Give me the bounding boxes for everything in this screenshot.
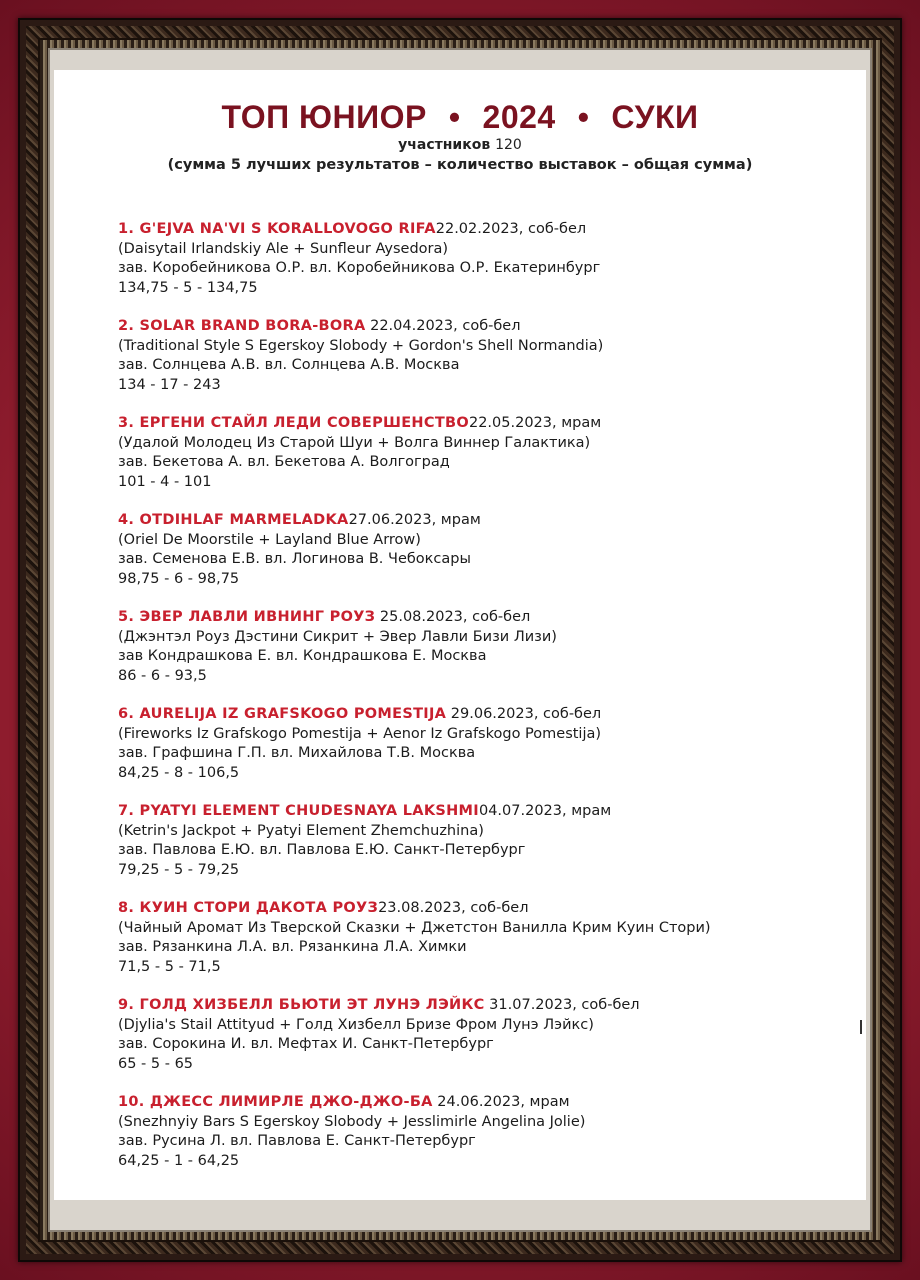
- entry-score: 71,5 - 5 - 71,5: [118, 958, 221, 975]
- entry-owners: зав. Солнцева А.В. вл. Солнцева А.В. Москва: [118, 357, 460, 373]
- entry-name: 5. ЭВЕР ЛАВЛИ ИВНИНГ РОУЗ: [118, 609, 376, 625]
- entry-parents: (Удалой Молодец Из Старой Шуи + Волга Виннер Галактика): [118, 434, 591, 451]
- entry-date-color: 22.02.2023, соб-бел: [435, 221, 587, 237]
- entry-owners: зав. Рязанкина Л.А. вл. Рязанкина Л.А. Химки: [118, 939, 467, 955]
- entry-date-color: 04.07.2023, мрам: [478, 803, 612, 819]
- entry-name: 1. G'EJVA NA'VI S KORALLOVOGO RIFA: [118, 221, 436, 237]
- title-year: 2024: [482, 99, 556, 135]
- entry-date-color: 22.04.2023, соб-бел: [365, 318, 521, 334]
- entry-score: 101 - 4 - 101: [118, 473, 212, 490]
- participants-line: [54, 136, 866, 154]
- entry-owners: зав. Русина Л. вл. Павлова Е. Санкт-Петербург: [118, 1133, 476, 1149]
- entry-date-color: 27.06.2023, мрам: [348, 512, 481, 528]
- entry-score: 98,75 - 6 - 98,75: [118, 570, 240, 587]
- title-separator: •: [448, 99, 461, 135]
- ranking-entry: [118, 511, 858, 608]
- entry-date-color: 24.06.2023, мрам: [432, 1094, 570, 1110]
- entry-name: 10. ДЖЕСС ЛИМИРЛЕ ДЖО-ДЖО-БА: [118, 1094, 433, 1110]
- entry-name: 8. КУИН СТОРИ ДАКОТА РОУЗ: [118, 900, 379, 916]
- ranking-entry: [118, 1093, 858, 1190]
- entry-name: 9. ГОЛД ХИЗБЕЛЛ БЬЮТИ ЭТ ЛУНЭ ЛЭЙКС: [118, 997, 485, 1013]
- entry-name: 7. PYATYI ELEMENT CHUDESNAYA LAKSHMI: [118, 803, 479, 819]
- scan-artifact: [860, 1020, 862, 1034]
- title-category: ТОП ЮНИОР: [221, 99, 427, 135]
- entry-score: 84,25 - 8 - 106,5: [118, 764, 240, 781]
- ranking-entry: [118, 317, 858, 414]
- ranking-entry: [118, 220, 858, 317]
- ranking-entry: [118, 414, 858, 511]
- ranking-entry: [118, 996, 858, 1093]
- entry-name: 4. OTDIHLAF MARMELADKA: [118, 512, 349, 528]
- entry-owners: зав. Семенова Е.В. вл. Логинова В. Чебоксары: [118, 551, 471, 567]
- entry-score: 134 - 17 - 243: [118, 376, 221, 393]
- entry-parents: (Daisytail Irlandskiy Ale + Sunfleur Aysedora): [118, 240, 449, 257]
- entry-date-color: 23.08.2023, соб-бел: [378, 900, 529, 916]
- entry-owners: зав. Коробейникова О.Р. вл. Коробейникова О.Р. Екатеринбург: [118, 260, 601, 276]
- entry-score: 134,75 - 5 - 134,75: [118, 279, 258, 296]
- entry-parents: (Чайный Аромат Из Тверской Сказки + Джетстон Ванилла Крим Куин Стори): [118, 919, 711, 936]
- participants-label: участников: [398, 137, 491, 153]
- header: [54, 96, 866, 176]
- entry-owners: зав. Графшина Г.П. вл. Михайлова Т.В. Москва: [118, 745, 476, 761]
- ranking-entry: [118, 608, 858, 705]
- entry-date-color: 22.05.2023, мрам: [468, 415, 602, 431]
- entry-parents: (Snezhnyiy Bars S Egerskoy Slobody + Jesslimirle Angelina Jolie): [118, 1113, 586, 1130]
- entry-parents: (Джэнтэл Роуз Дэстини Сикрит + Эвер Лавли Бизи Лизи): [118, 628, 557, 645]
- participants-count: 120: [495, 137, 522, 153]
- entry-score: 86 - 6 - 93,5: [118, 667, 207, 684]
- entry-parents: (Djylia's Stail Attityud + Голд Хизбелл Бризе Фром Лунэ Лэйкс): [118, 1016, 594, 1033]
- scoring-legend: (сумма 5 лучших результатов – количество выставок – общая сумма): [167, 157, 753, 173]
- entry-date-color: 29.06.2023, соб-бел: [446, 706, 602, 722]
- entry-owners: зав. Бекетова А. вл. Бекетова А. Волгоград: [118, 454, 450, 470]
- entry-owners: зав Кондрашкова Е. вл. Кондрашкова Е. Москва: [118, 648, 487, 664]
- entry-date-color: 25.08.2023, соб-бел: [375, 609, 531, 625]
- ranking-entry: [118, 802, 858, 899]
- page-title: [54, 96, 866, 138]
- entry-name: 6. AURELIJA IZ GRAFSKOGO POMESTIJA: [118, 706, 447, 722]
- entry-score: 64,25 - 1 - 64,25: [118, 1152, 240, 1169]
- entry-parents: (Traditional Style S Egerskoy Slobody + Gordon's Shell Normandia): [118, 337, 604, 354]
- entry-owners: зав. Павлова Е.Ю. вл. Павлова Е.Ю. Санкт-Петербург: [118, 842, 526, 858]
- entry-parents: (Fireworks Iz Grafskogo Pomestija + Aenor Iz Grafskogo Pomestija): [118, 725, 602, 742]
- entry-parents: (Ketrin's Jackpot + Pyatyi Element Zhemchuzhina): [118, 822, 484, 839]
- entry-parents: (Oriel De Moorstile + Layland Blue Arrow): [118, 531, 421, 548]
- entry-score: 79,25 - 5 - 79,25: [118, 861, 240, 878]
- entry-name: 3. ЕРГЕНИ СТАЙЛ ЛЕДИ СОВЕРШЕНСТВО: [118, 415, 469, 431]
- entry-owners: зав. Сорокина И. вл. Мефтах И. Санкт-Петербург: [118, 1036, 494, 1052]
- ranking-entry: [118, 899, 858, 996]
- title-separator: •: [577, 99, 590, 135]
- entry-date-color: 31.07.2023, соб-бел: [484, 997, 640, 1013]
- ranking-list: [118, 220, 858, 1190]
- entry-score: 65 - 5 - 65: [118, 1055, 194, 1072]
- title-gender: СУКИ: [611, 99, 699, 135]
- entry-name: 2. SOLAR BRAND BORA-BORA: [118, 318, 366, 334]
- ranking-entry: [118, 705, 858, 802]
